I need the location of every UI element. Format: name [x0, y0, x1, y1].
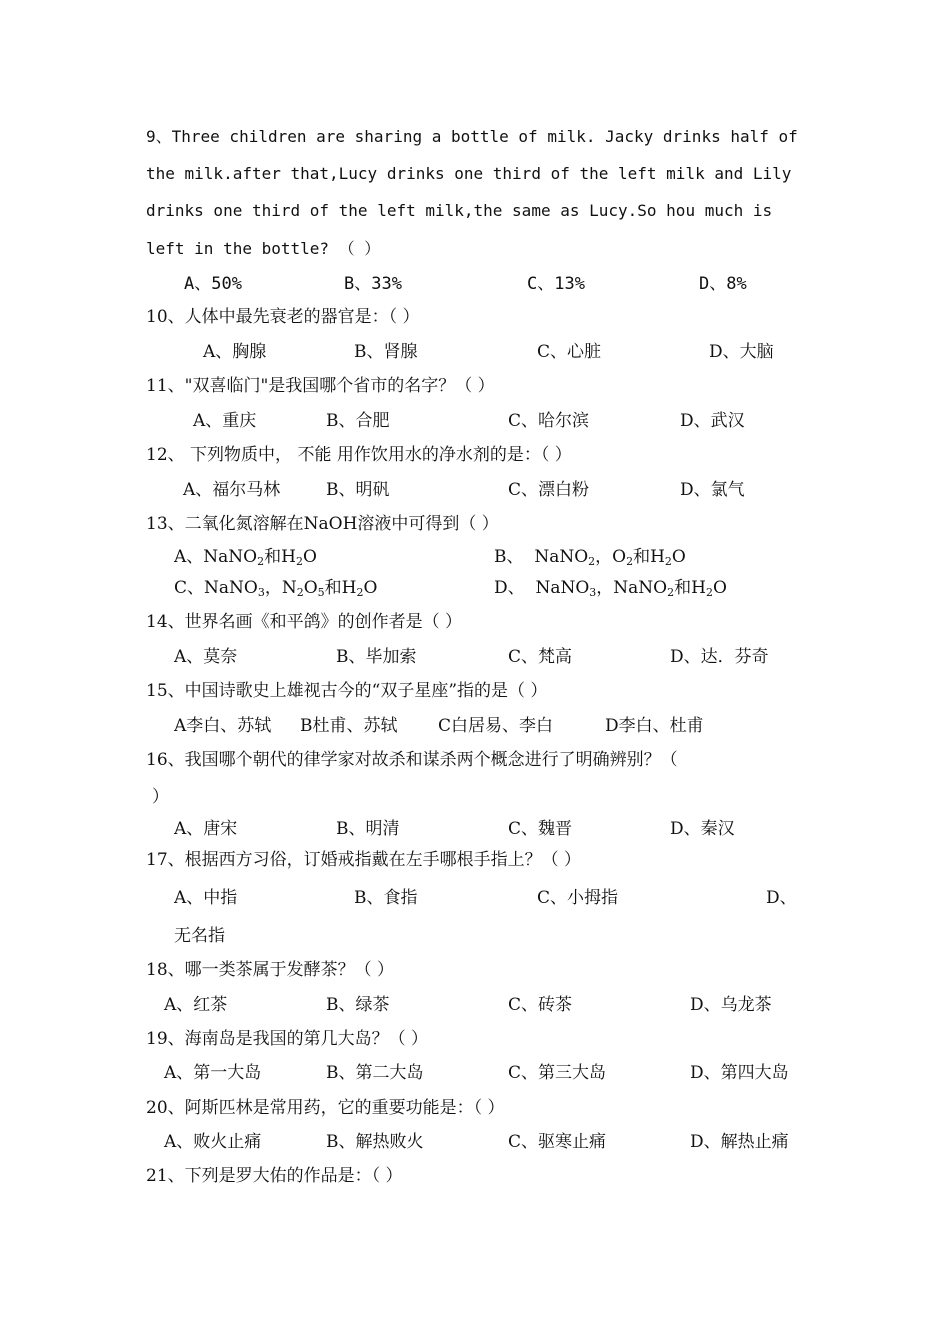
- q13-question: 13、二氧化氮溶解在NaOH溶液中可得到（ ）: [146, 514, 499, 534]
- q19-option-a: A、第一大岛: [164, 1063, 262, 1083]
- q12-option-a: A、福尔马林: [183, 480, 281, 500]
- q17-option-b: B、食指: [354, 888, 418, 908]
- q16-option-c: C、魏晋: [508, 819, 573, 839]
- q17-option-a: A、中指: [174, 888, 238, 908]
- q19-option-c: C、第三大岛: [508, 1063, 607, 1083]
- q16-option-b: B、明清: [336, 819, 400, 839]
- q14-question: 14、世界名画《和平鸽》的创作者是（ ）: [146, 612, 463, 632]
- q9-line-3: drinks one third of the left milk,the same as Lucy.So hou much is: [146, 201, 773, 220]
- q14-option-d: D、达．芬奇: [670, 647, 769, 667]
- q17-option-d: D、: [766, 888, 797, 908]
- q9-option-a: A、50%: [184, 274, 242, 294]
- q14-option-c: C、梵高: [508, 647, 573, 667]
- q14-option-a: A、莫奈: [174, 647, 238, 667]
- q19-option-b: B、第二大岛: [326, 1063, 424, 1083]
- q9-option-d: D、8%: [699, 274, 747, 294]
- q16-question-line-2: ）: [152, 787, 169, 807]
- q18-option-b: B、绿茶: [326, 995, 390, 1015]
- q9-option-b: B、33%: [344, 274, 402, 294]
- q18-option-a: A、红茶: [164, 995, 228, 1015]
- q12-option-d: D、氯气: [680, 480, 745, 500]
- q19-question: 19、海南岛是我国的第几大岛？（ ）: [146, 1029, 429, 1049]
- q17-question: 17、根据西方习俗，订婚戒指戴在左手哪根手指上？（ ）: [146, 850, 582, 870]
- q11-option-c: C、哈尔滨: [508, 411, 590, 431]
- q10-option-d: D、大脑: [709, 342, 774, 362]
- q20-option-b: B、解热败火: [326, 1132, 424, 1152]
- q12-option-c: C、漂白粉: [508, 480, 590, 500]
- q17-option-d-continued: 无名指: [174, 926, 225, 946]
- q15-question: 15、中国诗歌史上雄视古今的“双子星座”指的是（ ）: [146, 681, 548, 701]
- q13-option-b: B、 NaNO$_2$，$O_2$和$H_2O$: [494, 547, 686, 568]
- q16-option-a: A、唐宋: [174, 819, 238, 839]
- q20-option-c: C、驱寒止痛: [508, 1132, 607, 1152]
- q13-option-c: C、NaNO$_3$，$N_2O_5$和$H_2O$: [174, 578, 378, 599]
- q15-option-b: B杜甫、苏轼: [300, 716, 398, 736]
- q15-option-c: C白居易、李白: [438, 716, 554, 736]
- q18-option-c: C、砖茶: [508, 995, 573, 1015]
- q18-option-d: D、乌龙茶: [690, 995, 772, 1015]
- q21-question: 21、下列是罗大佑的作品是：（ ）: [146, 1166, 403, 1186]
- q11-option-b: B、合肥: [326, 411, 390, 431]
- q20-option-a: A、败火止痛: [164, 1132, 262, 1152]
- q20-question: 20、阿斯匹林是常用药，它的重要功能是：（ ）: [146, 1098, 505, 1118]
- q16-question-line-1: 16、我国哪个朝代的律学家对故杀和谋杀两个概念进行了明确辨别？（: [146, 750, 678, 770]
- q14-option-b: B、毕加索: [336, 647, 417, 667]
- q17-option-c: C、小拇指: [537, 888, 619, 908]
- q19-option-d: D、第四大岛: [690, 1063, 789, 1083]
- q9-option-c: C、13%: [527, 274, 585, 294]
- q11-option-a: A、重庆: [193, 411, 257, 431]
- q12-option-b: B、明矾: [326, 480, 390, 500]
- q11-question: 11、"双喜临门"是我国哪个省市的名字？（ ）: [146, 376, 495, 396]
- q16-option-d: D、秦汉: [670, 819, 735, 839]
- q10-question: 10、人体中最先衰老的器官是：（ ）: [146, 307, 420, 327]
- q10-option-b: B、肾腺: [354, 342, 418, 362]
- q18-question: 18、哪一类茶属于发酵茶？（ ）: [146, 960, 395, 980]
- q10-option-c: C、心脏: [537, 342, 602, 362]
- q9-line-4: left in the bottle? （ ）: [146, 239, 381, 258]
- q15-option-d: D李白、杜甫: [605, 716, 704, 736]
- q15-option-a: A李白、苏轼: [174, 716, 272, 736]
- q13-option-a: A、NaNO$_2$和$H_2O$: [174, 547, 317, 568]
- q11-option-d: D、武汉: [680, 411, 745, 431]
- q12-question: 12、 下列物质中， 不能 用作饮用水的净水剂的是：（ ）: [146, 445, 572, 465]
- q9-line-2: the milk.after that,Lucy drinks one third of the left milk and Lily: [146, 164, 792, 183]
- q13-option-d: D、 NaNO$_3$，NaNO$_2$和$H_2O$: [494, 578, 727, 599]
- q20-option-d: D、解热止痛: [690, 1132, 789, 1152]
- q9-line-1: 9、Three children are sharing a bottle of milk. Jacky drinks half of: [146, 127, 798, 146]
- q10-option-a: A、胸腺: [203, 342, 267, 362]
